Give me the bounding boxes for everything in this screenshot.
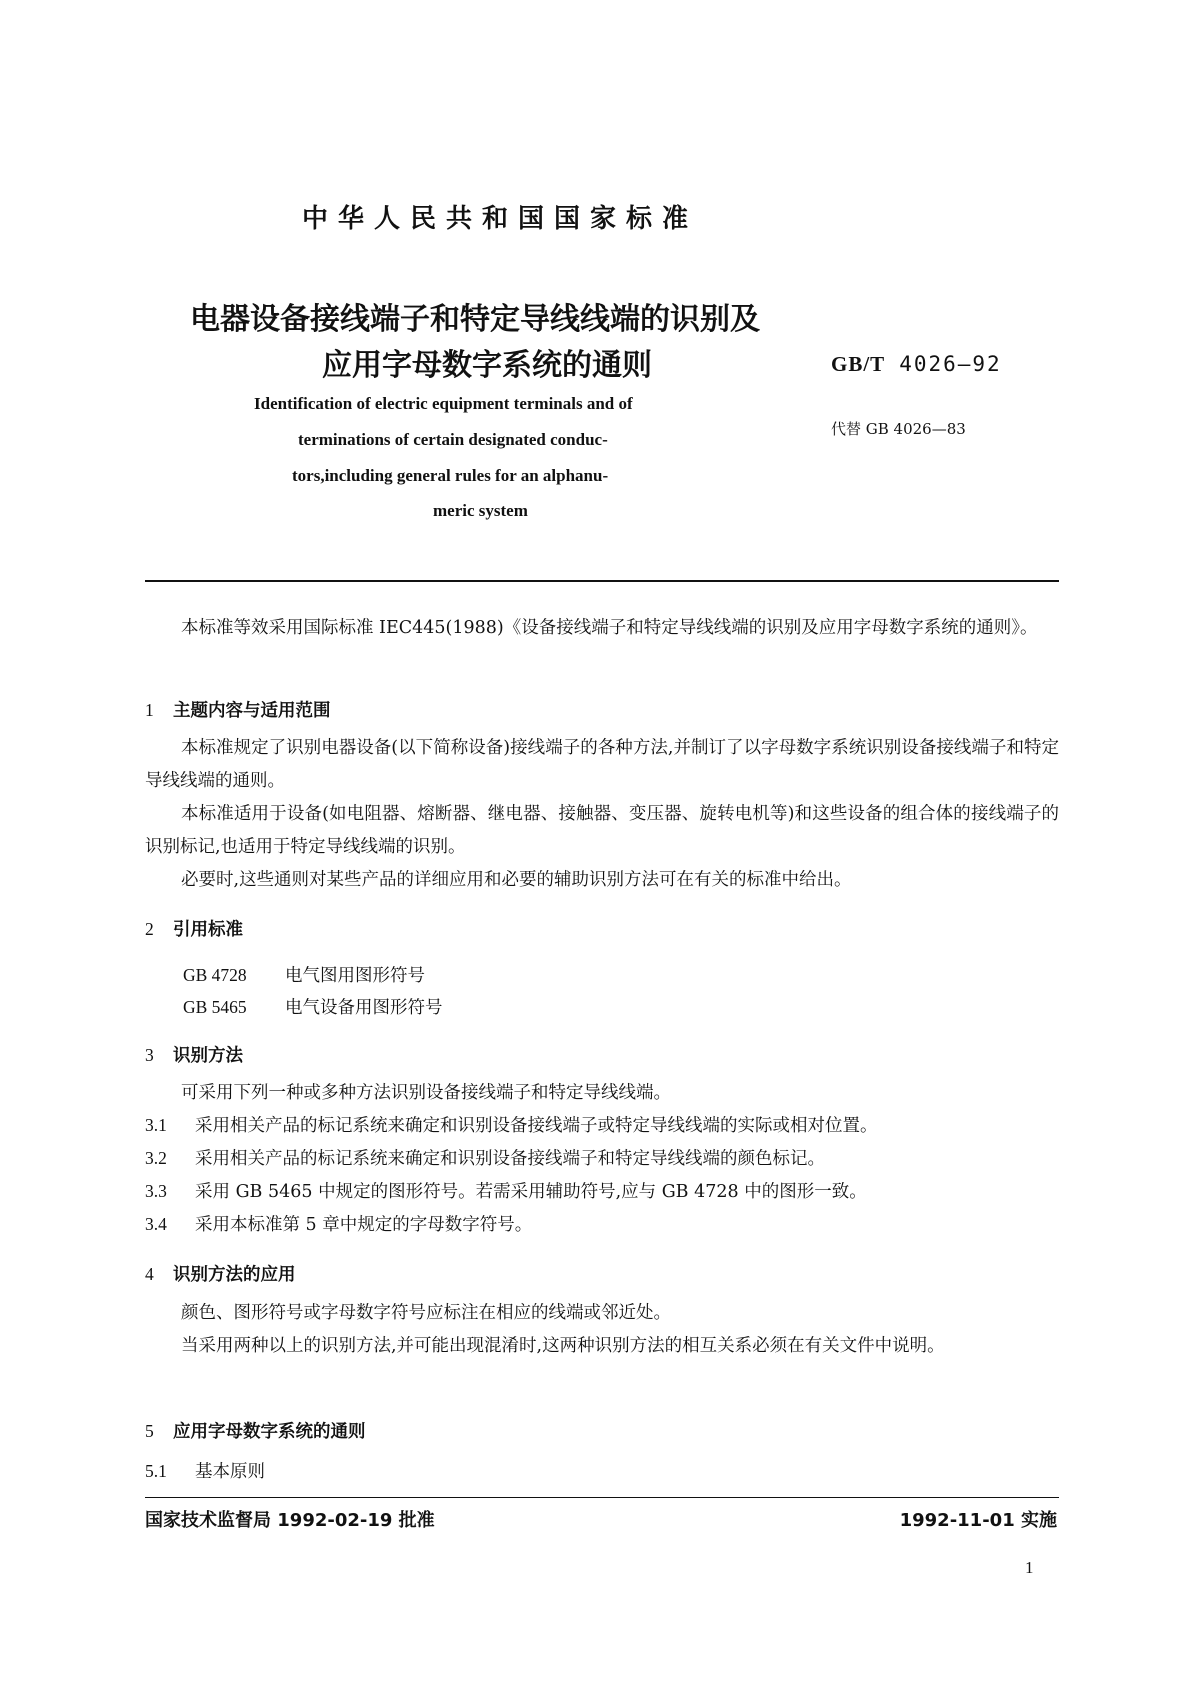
section-1-number: 1	[145, 700, 154, 720]
document-title-en-line3: tors,including general rules for an alphanu-	[292, 466, 609, 485]
clause-text: 基本原则	[195, 1462, 265, 1482]
clause-number: 5.1	[145, 1461, 167, 1481]
document-title-en-line1: Identification of electric equipment terminals and of	[254, 394, 633, 413]
section-3-title: 识别方法	[173, 1046, 243, 1066]
section-5-title: 应用字母数字系统的通则	[173, 1422, 366, 1442]
reference-code: GB 5465	[183, 997, 247, 1017]
section-3-number: 3	[145, 1045, 154, 1065]
section-4-paragraph-2: 当采用两种以上的识别方法,并可能出现混淆时,这两种识别方法的相互关系必须在有关文件中说明。	[181, 1336, 945, 1356]
footer-divider	[145, 1497, 1059, 1498]
country-standard-title: 中华人民共和国国家标准	[301, 204, 698, 234]
section-2-number: 2	[145, 919, 154, 939]
clause-3-3	[145, 1178, 867, 1203]
clause-text: 采用相关产品的标记系统来确定和识别设备接线端子或特定导线线端的实际或相对位置。	[195, 1116, 878, 1136]
header-divider	[145, 580, 1059, 582]
document-title-en-line4: meric system	[433, 501, 528, 520]
standard-code	[831, 352, 1002, 377]
section-1-heading	[145, 697, 331, 722]
page-number: 1	[1025, 1558, 1034, 1577]
section-3-heading	[145, 1042, 243, 1067]
section-5-heading	[145, 1418, 366, 1443]
reference-item	[183, 962, 425, 987]
section-2-title: 引用标准	[173, 920, 243, 940]
intro-paragraph: 本标准等效采用国际标准 IEC445(1988)《设备接线端子和特定导线线端的识别及应用字母数字系统的通则》。	[181, 618, 1038, 638]
section-5-number: 5	[145, 1421, 154, 1441]
clause-number: 3.4	[145, 1214, 167, 1234]
section-4-heading	[145, 1261, 296, 1286]
document-title-cn-line1: 电器设备接线端子和特定导线线端的识别及	[190, 302, 760, 337]
standard-prefix: GB/T	[831, 352, 886, 376]
implementation-date: 1992-11-01 实施	[899, 1510, 1057, 1531]
document-title-en-line2: terminations of certain designated conduc-	[298, 430, 608, 449]
section-1-paragraph-3: 必要时,这些通则对某些产品的详细应用和必要的辅助识别方法可在有关的标准中给出。	[181, 870, 852, 890]
clause-text: 采用本标准第 5 章中规定的字母数字符号。	[195, 1215, 533, 1235]
standard-number: 4026—92	[899, 352, 1002, 376]
clause-3-1	[145, 1112, 878, 1137]
clause-text: 采用 GB 5465 中规定的图形符号。若需采用辅助符号,应与 GB 4728 中的图形一致。	[195, 1182, 867, 1202]
approval-line: 国家技术监督局 1992-02-19 批准	[145, 1510, 435, 1531]
reference-item	[183, 994, 443, 1019]
reference-code: GB 4728	[183, 965, 247, 985]
section-1-paragraph-1: 本标准规定了识别电器设备(以下简称设备)接线端子的各种方法,并制订了以字母数字系统识别设备接线端子和特定导线线端的通则。	[145, 738, 1059, 791]
section-1-paragraph-2: 本标准适用于设备(如电阻器、熔断器、继电器、接触器、变压器、旋转电机等)和这些设备的组合体的接线端子的识别标记,也适用于特定导线线端的识别。	[145, 804, 1059, 857]
section-2-heading	[145, 916, 243, 941]
reference-title: 电气图用图形符号	[285, 966, 425, 986]
section-1-title: 主题内容与适用范围	[173, 701, 331, 721]
clause-3-4	[145, 1211, 532, 1236]
section-4-paragraph-1: 颜色、图形符号或字母数字符号应标注在相应的线端或邻近处。	[181, 1303, 671, 1323]
clause-3-2	[145, 1145, 825, 1170]
clause-number: 3.2	[145, 1148, 167, 1168]
clause-number: 3.3	[145, 1181, 167, 1201]
section-3-paragraph: 可采用下列一种或多种方法识别设备接线端子和特定导线线端。	[181, 1083, 671, 1103]
section-4-number: 4	[145, 1264, 154, 1284]
section-4-title: 识别方法的应用	[173, 1265, 296, 1285]
replaces-standard: 代替 GB 4026—83	[831, 420, 966, 438]
document-title-cn-line2: 应用字母数字系统的通则	[322, 348, 652, 383]
clause-text: 采用相关产品的标记系统来确定和识别设备接线端子和特定导线线端的颜色标记。	[195, 1149, 825, 1169]
clause-5-1	[145, 1458, 265, 1483]
reference-title: 电气设备用图形符号	[285, 998, 443, 1018]
clause-number: 3.1	[145, 1115, 167, 1135]
